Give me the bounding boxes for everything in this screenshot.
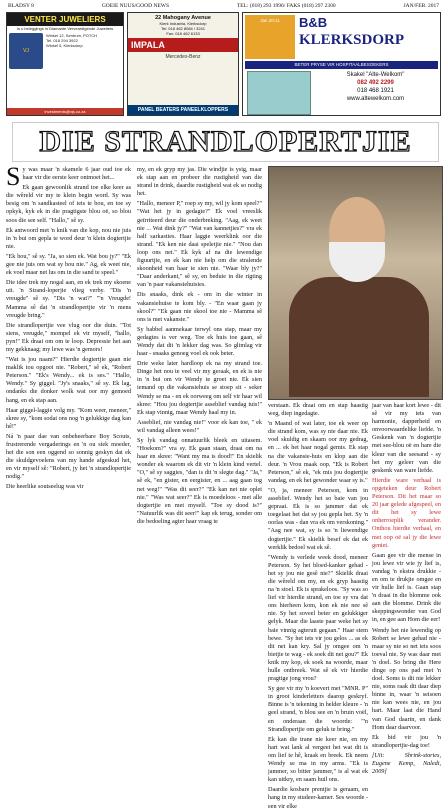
impala-area: Klerk Industria, Klerksdorp <box>159 21 207 26</box>
paragraph: Drie weke later hardloop ek na my strand toe. Dinge het nou te veel vir my geraak, en ek is nie in 'n bui om vir Wendy te groet nie. Ek sien iemand op die vakansiehuis se stoep sit - seker Wendy se ma - en ek oorweeg om self vir haar wil skree: "Hou jou dogtertjie asseblief vandag tuis!" Ek stap vinnig, maar Wendy haal my in. <box>137 360 262 416</box>
bb-name: KLERKSDORP <box>299 32 405 48</box>
paragraph: my, en ek gryp my jas. Die windjie is ysig, maar ek stap aan en probeer die rustigheid van die strand in drink, daardie rustigheid wat ek so nodig het. <box>137 166 262 198</box>
article-title-banner <box>12 122 439 162</box>
scripture-badge: Jan 20:11 <box>245 15 295 59</box>
paragraph: jaar van haar kort lewe - dit sê vir my iets van harmonie, dapperheid en onvoorwaardelike liefde. 'n Geskenk van 'n dogtertjie met see-blou oë en hare die kleur van die seesand - sy het my geleer van die geskenk van ware liefde. <box>372 402 441 474</box>
paragraph: "O, ja, meneer Peterson, kom in asseblief. Wendy het so baie van jou gepraat. Ek is so jammer dat ek toegelaat het dat sy jou gepla het. Sy 'n oorlas was - dan vra ek om verskoning." "Aag nee wat, sy is so 'n liewendige dogtertjie." Ek skielik besef ek dat ek werklik bedoel wat ek sê. <box>268 486 368 551</box>
paragraph: Sy babbel aanmekaar terwyl ons stap, maar my gedagtes is ver weg. Toe ek huis toe gaan, sê Wendy dat dit 'n lekker dag was. So glimlag vir haar - snaaks genoeg voel ek ook beter. <box>137 325 262 358</box>
impala-address: 22 Mahogany Avenue <box>155 15 211 21</box>
paragraph: Die idee trek my nogal aan, en ek trek my skoene uit. 'n Strand-loperjie vlieg verby. "Dis 'n vreugde" sê sy. "Dis 'n wat?" "'n Vreugde! Mamma sê dat 'n strandlopertjie vir 'n mens vreugde bring." <box>6 279 131 319</box>
source-credit: [Uit: Shrink-stories, Eugene Kemp, Naledi, 2009] <box>372 751 441 776</box>
paragraph: "Hallo, meneer P," roep sy my, wil jy kom speel?" "Wat het jy in gedagte?" Ek voel vreeslik geïrriteerd deur die onderbreking. "Aag, ek weet nie ... Wat dink jy?" "Wat van kannetjies?" vra ek half sarkasties. Haar laggie weerklink oor die strand. "Ek ken nie daai speletjie nie." "Nou dan loop ons net." Ek kyk af na die lewendige figuurtjie, en ek kan nie help om die stralende skoonheid van haar te sien nie. "Waar bly jy?" "Daar anderkant," sê sy, en beduie in die rigting van 'n paar vakansiehuisies. <box>137 200 262 289</box>
paragraph: Ná 'n paar dae van onbeheerbare Boy Scouts, frustrerende vergaderings en 'n ou siek moeder, het die son een oggend so sonnig geskyn dat ek die skuldgevoelens van my hande afgeskud het, en vir myself sê: "Robert, jy het 'n strandlopertjie nodig." <box>6 432 131 481</box>
page-number: BLADSY 8 <box>8 3 34 9</box>
column-4 <box>372 402 441 776</box>
venter-shop2: Winkel 5, Klerksdorp <box>46 43 83 48</box>
impala-fax: Fax: 018 462 6133 <box>166 31 200 36</box>
paragraph: Ek antwoord met 'n knik van die kop, nou nie juis in 'n bui om gepla te word deur 'n klein dogtertjie nie. <box>6 226 131 250</box>
venter-juweliers-ad[interactable] <box>6 12 124 116</box>
bb-info: Skakel "Alte-Welkom" <box>346 72 405 78</box>
venter-address: Winkel 12, Sentrum, POTCH <box>46 33 98 38</box>
column-3 <box>268 402 368 810</box>
venter-title: VENTER JUWELIERS <box>7 13 123 26</box>
venter-phone: Tel. 018 294 3922 <box>46 38 78 43</box>
paragraph: Dis snaaks, dink ek - om in die winter in vakansiehuise te kom bly. - "En waar gaan jy skool?" "Ek gaan nie skool toe nie - Mamma sê ons is met vakansie." <box>137 291 262 323</box>
column-2 <box>137 166 262 636</box>
venter-sub: Is u beleggings in Diamante Verveardigende Juweliers <box>16 26 114 31</box>
page-header <box>0 0 447 9</box>
venter-email: investments@vjs.co.za <box>7 108 123 115</box>
mercedes-logo: Mercedes-Benz <box>165 54 201 60</box>
impala-logo: IMPALA <box>128 38 238 52</box>
impala-ad[interactable] <box>127 12 239 116</box>
contact-line: TEL: (018) 293 1996/ FAKS (018) 297 2300 <box>236 3 336 9</box>
bb-phone2: 018 468 1921 <box>357 88 394 94</box>
paragraph: Ek bid vir jou 'n strandlopertjie-dag toe! <box>372 733 441 749</box>
paragraph: "Ek bou," sê sy. "Ja, so sien ek. Wat bou jy?" "Ek gee nie juis om wat sy bou nie." Ag, ek weet nie, ek voel maar net lus om in die sand te speel." <box>6 252 131 277</box>
bb-website[interactable]: www.altewelkom.com <box>346 96 405 102</box>
paragraph: Die strandlopertjie vee vlug oor die duin. "Tot siens, vreugde," mompel ek vir myself, "hallo, pyn!" Ek draai om om te loop. Depressie het aan my gekknaag; my lewe was 'n gemors! <box>6 321 131 353</box>
paragraph: Hierdie ware verhaal is opgeteken deur Robert Peterson. Dit het maar so 20 jaar gelede afgespeel, en dit het sy lewe onherroeplik verander. Onthou hierdie verhaal, en met oop oë sal jy die lewe geniet. <box>372 476 441 549</box>
advertisements <box>6 12 441 118</box>
paragraph: Wendy het nie lewendig op Robert se lewe gehad nie - maar sy nie so net iets soos toeval nie. Sy was daar met 'n doel. So bring die Here dinge op ons pad met 'n doel. Soms is dit nie lekker nie, soms raak dit daar diep binne in, waar 'n seisoen nie kan wees nie, en jou hart. Maar laat die Hand van God daarin, en dank Hom daar daarvoor. <box>372 626 441 731</box>
bb-logo: B&B <box>299 15 328 30</box>
drop-cap: S <box>6 162 21 191</box>
paragraph: Die heerlike soutseelug was vir <box>6 483 84 491</box>
bb-tagline: BETER PRYSE VIR HOSPITAALBESOEKERS <box>245 61 438 69</box>
impala-tagline: PANEL BEATERS PANEELKLOPPERS <box>128 105 238 115</box>
paragraph: Gaan gee vir die mense in jou lewe vir wie jy lief is, vandag 'n ekstra drukkie - en om te drukjie omgee en vir hulle lief is. Gaan stap 'n draai in die blomme ook aan die blomme. Drink die skeppingswonder van God in, en gee aan Hom die eer! <box>372 551 441 624</box>
publication-name: GOEIE NUUS/GOOD NEWS <box>101 3 170 9</box>
issue-date: JAN/FEB. 2017 <box>403 3 439 9</box>
article-title: DIE STRANDLOPERTJIE <box>39 125 412 158</box>
paragraph: Haar giggel-laggie volg my. "Kom weer, meneer," skree sy, "kom sodat ons nog 'n gelukkige dag kan hê!" <box>6 406 131 430</box>
bb-contact <box>313 71 438 103</box>
bb-phone1: 082 492 2299 <box>357 80 394 86</box>
impala-tel: Tel: 018 462 8084 / 3241 <box>160 26 206 31</box>
paragraph: Asseblief, nie vandag nie!" voor ek kan toe, " ek wil vandag alleen wees!" <box>137 418 262 434</box>
paragraph: Ek kan die trane nie keer nie, en my hart wat lank al vergeet het wat dit is om lief te hê, kraak en breek. Ek neem Wendy se ma in my arms. "Ek is jammer, so bitter jammer," is al wat ek kan uitkry, en saam huil ons. <box>268 735 368 784</box>
paragraph: Ek gaan gewoonlik strand toe elke keer as die wêreld vir my te klein begin word. Sy was besig om 'n sandkasteel of iets te bou, en toe sy opkyk, kyk ek in die pragtigste blou oë, so blou soos die see self. "Hallo," sê sy. <box>6 184 131 224</box>
paragraph: verstaan. Ek draai om en stap haastig weg, diep ingedagte. <box>268 402 368 418</box>
paragraph: "Wendy is verlede week dood, meneer Peterson. Sy het bloed-kanker gehad - het sy jou nie gesê nie?" Skielik draai die wêreld om my, en ek gryp haastig na 'n stoel. Ek is sprakeloos. "Sy was so lief vir hierdie strand, en toe sy vra dat ons hierheen kom, kon ek nie nee sê nie. Sy het soveel beter en gelukkiger gelyk. Maar die laaste paar weke het sy baie vinnig agteruit gegaan." Haar stem bewe. "Sy het iets vir jou gelos ... as ek dit net kan kry. Sal jy omgee om 'n bietjie te wag - ek soek dit net gou?" Ek knik my kop, ek soek na woorde, maar hulle ontbreek. Wat sê ek vir hierdie pragtige jong vrou? <box>268 553 368 683</box>
paragraph: Sy gee vir my 'n koevert met "MNR. P" in groot kinderletters daarop geskryf. Binne is 'n tekening in helder kleure - 'n geel strand, 'n blou see en 'n bruin voël, en onderaan die woorde: "'n Strandlopertjie om geluk te bring." <box>268 685 368 733</box>
paragraph: Daardie kosbare prentjie is geraam, en hang in my studeer-kamer. Ses woorde - een vir elke <box>268 786 368 810</box>
paragraph: y was maar 'n skamele 6 jaar oud toe ek haar vir die eerste keer ontmoet het... <box>22 166 131 182</box>
portrait-photo <box>268 166 443 400</box>
column-1 <box>6 162 131 636</box>
paragraph: 'n Maand of wat later, toe ek weer op die strand kom, was sy nie daar nie. Ek voel skuldig en skaam oor my gedrag, en ... ek het haar nogal gemis. Ek stap na die vakansie-huis en klop aan die deur. 'n Vrou maak oop. "Ek is Robert Peterson," sê ek, "ek mis jou dogtertjie vandag, en ek het gewonder waar sy is." <box>268 420 368 484</box>
article-body <box>6 162 441 810</box>
bb-klerksdorp-ad[interactable] <box>242 12 441 116</box>
paragraph: Sy lyk vandag onnatuurlik bleek en uitasem. "Hoekom?" vra sy. Ek gaan staan, draai om na haar en skree: "Want my ma is dood!" En skielik wonder ek waarom ek dit vir 'n klein kind vertel. "O," sê sy saggies, "dan is dit 'n slegte dag." "Ja," sê ek, "en gister, en eergister, en ... aag gaan tog net weg!" "Was dit seer?" "Ek kan net nie oplet nie." "Was wat seer?" Ek is moedeloos - met alle dogtertjie en met myself. "Toe sy dood is?" "Natuurlik was dit seer!" kap ek terug, sonder om die bedoeling agter haar vraag te <box>137 437 262 525</box>
bb-photo <box>247 71 311 115</box>
venter-logo: VJ <box>9 33 43 69</box>
paragraph: "Wat is jou naam?" Hierdie dogtertjie gaan nie maklik tou opgooi nie. "Robert," sê ek, "Robert Peterson." "Ek's Wendy... ek is ses." "Hallo, Wendy." Sy giggel. "Jy's snaaks," sê sy. Ek lag, ondanks die donker wolk wat oor my gemoed hang, en ek stap aan. <box>6 356 131 404</box>
